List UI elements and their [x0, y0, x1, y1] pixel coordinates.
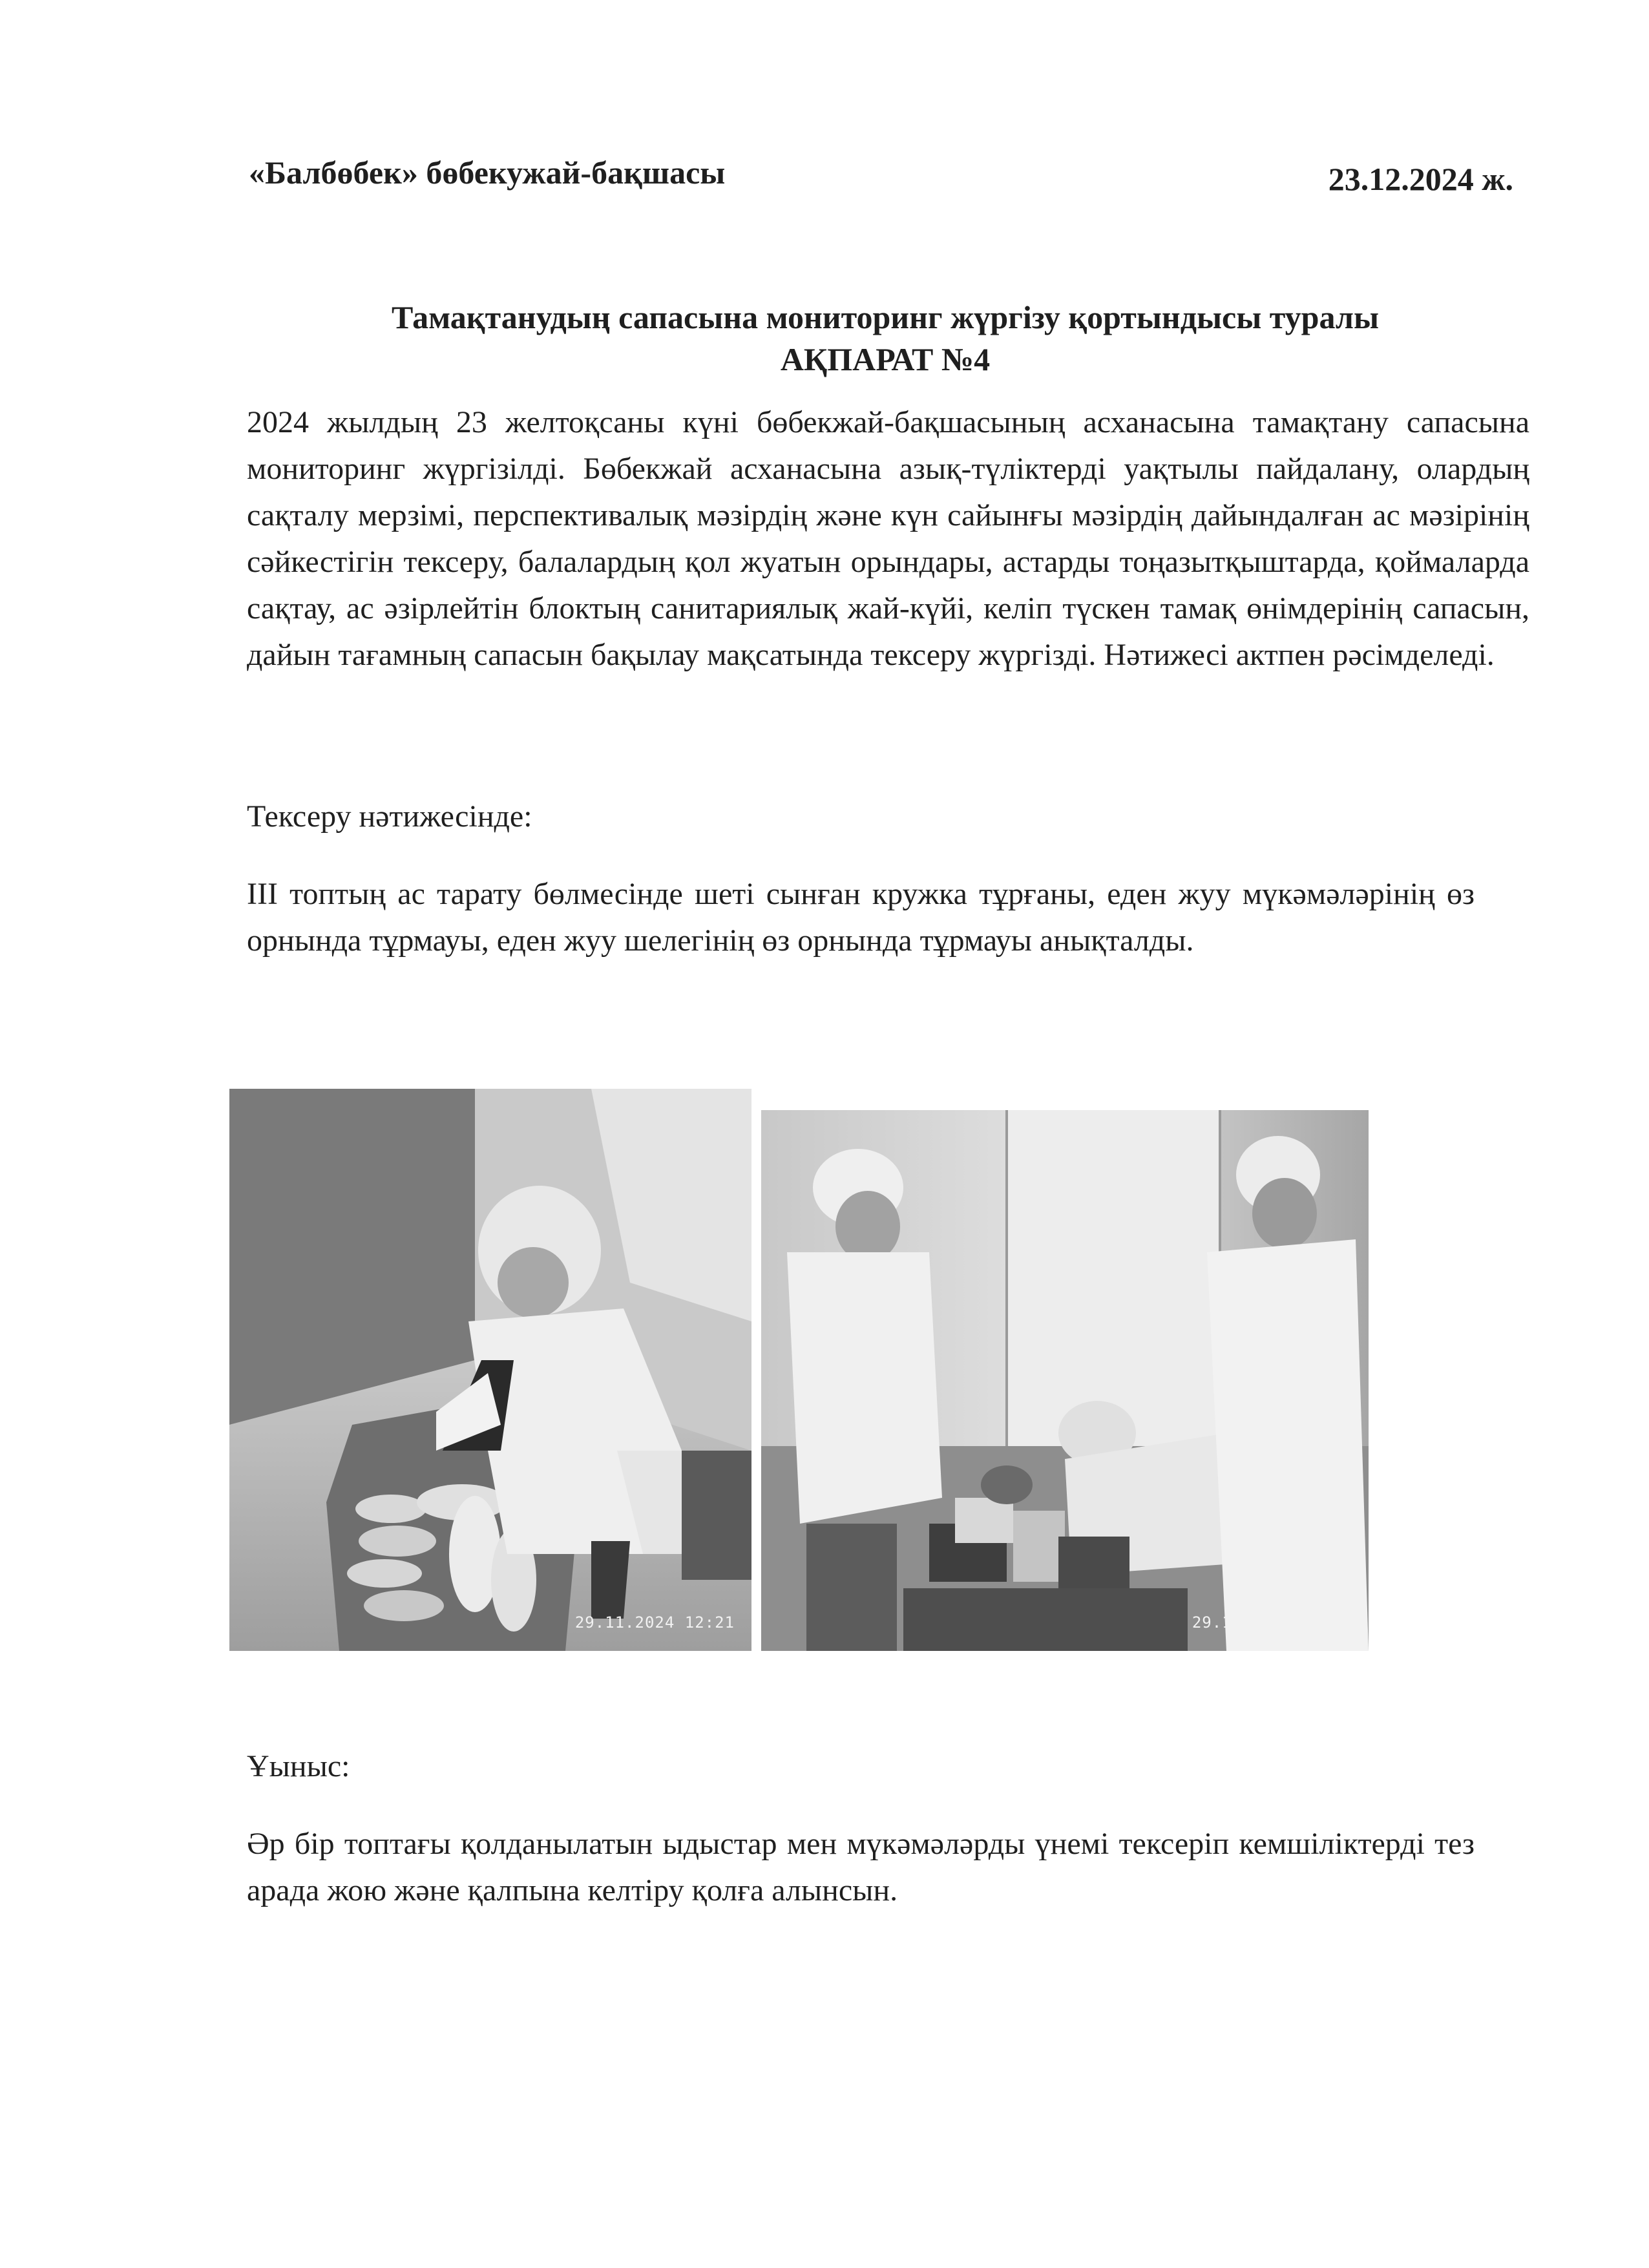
intro-paragraph: 2024 жылдың 23 желтоқсаны күні бөбекжай-бақшасының асханасына тамақтану сапасына мониторинг жүргізілді. Бөбекжай асханасына азық-түліктерді уақтылы пайдалану, олардың сақталу мерзімі, перспективалық мәзірдің және күн сайынғы мәзірдің дайындалған ас мәзірінің сәйкестігін тексеру, балалардың қол жуатын орындары, астарды тоңазытқыштарда, қоймаларда сақтау, ас әзірлейтін блоктың санитариялық жай-күйі, келіп түскен тамақ өнімдерінің сапасын, дайын тағамның сапасын бақылау мақсатында тексеру жүргізді. Нәтижесі актпен рәсімделеді.	[247, 405, 1529, 672]
result-label: Тексеру нәтижесінде:	[247, 799, 532, 834]
result-paragraph: III топтың ас тарату бөлмесінде шеті сынған кружка тұрғаны, еден жуу мүкәмәләрінің өз орнында тұрмауы, еден жуу шелегінің өз орнында тұрмауы анықталды.	[247, 877, 1475, 958]
photo-left-timestamp: 29.11.2024 12:21	[574, 1613, 735, 1632]
inspection-photo-right	[761, 1110, 1369, 1651]
conclusion-paragraph: Әр бір топтағы қолданылатын ыдыстар мен мүкәмәләрды үнемі тексеріп кемшіліктерді тез арада жою және қалпына келтіру қолға алынсын.	[247, 1827, 1475, 1907]
photo-right-image	[761, 1110, 1369, 1651]
photo-right-timestamp: 29.11.2024 12:20	[1192, 1613, 1352, 1632]
document-title: Тамақтанудың сапасына мониторинг жүргізу қортындысы туралы	[391, 299, 1379, 335]
document-subtitle: АҚПАРАТ №4	[780, 341, 991, 377]
conclusion-label: Ұыныс:	[247, 1749, 350, 1783]
inspection-photo-left	[229, 1089, 751, 1651]
organization-name: «Балбөбек» бөбекужай-бақшасы	[249, 154, 726, 191]
document-date: 23.12.2024 ж.	[1328, 161, 1513, 197]
photo-left-image	[229, 1089, 751, 1651]
